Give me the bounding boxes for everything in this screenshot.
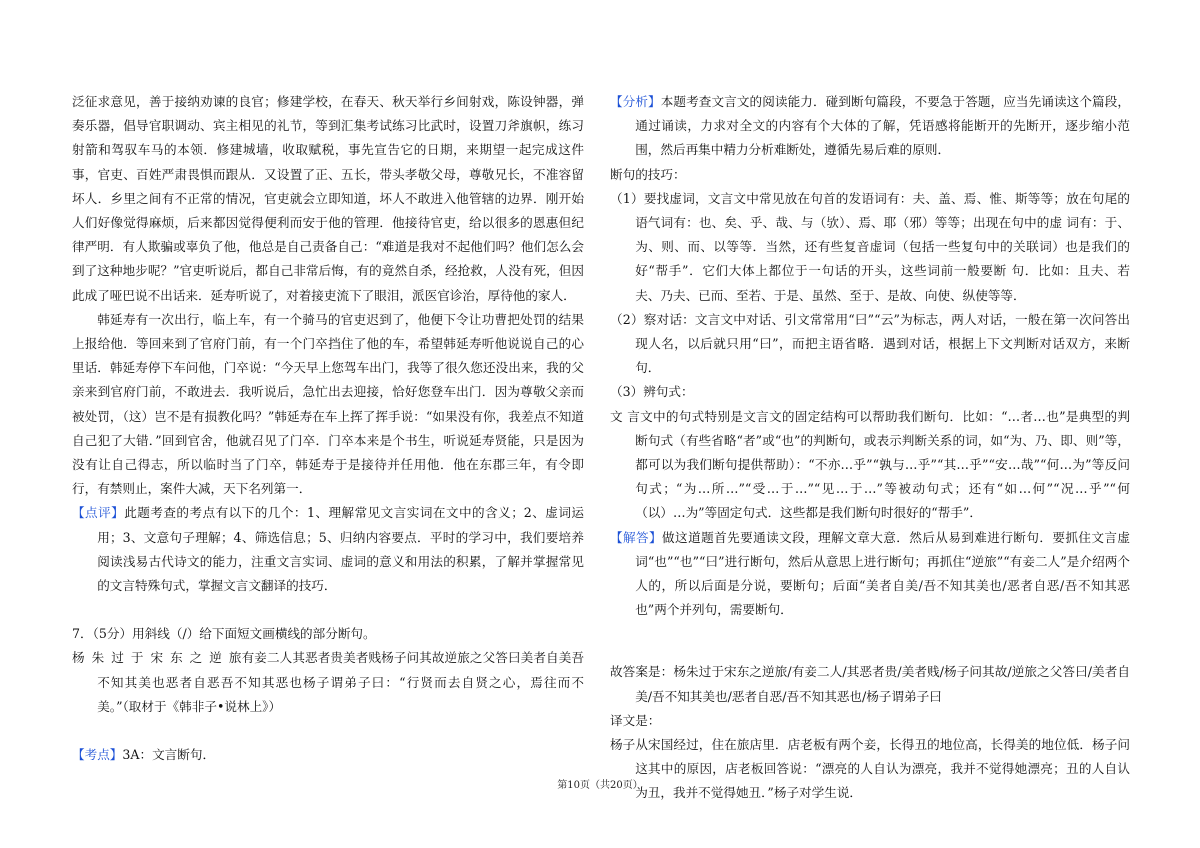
question-7-title: 7．（5分）用斜线（/）给下面短文画横线的部分断句。 xyxy=(72,626,376,642)
dianping-section xyxy=(72,501,584,598)
right-column xyxy=(610,90,1130,806)
spacer xyxy=(72,719,584,743)
fenxi-section xyxy=(610,90,1130,163)
jieda-text: 做这道题首先要通读文段，理解文章大意．然后从易到难进行断句．要抓住文言虚词“也”“也”“曰”进行断句，然后从意思上进行断句；再抓住“逆旅”“有妾二人”是介绍两个人的，所以后面是分说，要断句；后面“美者自美/吾不知其美也/恶者自恶/吾不知其恶也”两个并列句，需要断句． xyxy=(635,529,1131,618)
kaodian-section xyxy=(72,743,584,767)
translation-text: 杨子从宋国经过，住在旅店里．店老板有两个妾，长得丑的地位高，长得美的地位低．杨子问这其中的原因，店老板回答说：“漂亮的人自认为漂亮，我并不觉得她漂亮；丑的人自认为丑，我并不觉得她丑．”杨子对学生说． xyxy=(610,737,1130,801)
spacer xyxy=(610,622,1130,660)
dianping-text: 此题考查的考点有以下的几个：1、理解常见文言实词在文中的含义；2、虚词运用；3、文意句子理解；4、筛选信息；5、归纳内容要点．平时的学习中，我们要培养阅读浅易古代诗文的能力，注重文言实词、虚词的意义和用法的积累，了解并掌握常见的文言特殊句式，掌握文言文翻译的技巧． xyxy=(97,505,585,594)
question-7-passage-rest: 旅有妾二人其恶者贵美者贱杨子问其故逆旅之父答曰美者自美吾不知其美也恶者自恶吾不知其恶也杨子谓弟子曰：“行贤而去自贤之心，焉往而不美。”（取材于《韩非子•说林上》） xyxy=(97,650,584,714)
jieda-tag: 【解答】 xyxy=(610,529,663,545)
question-7-underlined-start: 杨朱过于宋东之逆 xyxy=(72,650,229,666)
question-7-passage xyxy=(72,646,584,719)
translation-heading: 译文是： xyxy=(610,712,661,728)
left-column xyxy=(72,90,584,767)
story-paragraph-1: 泛征求意见，善于接纳劝谏的良官；修建学校，在春天、秋天举行乡间射戏，陈设钟器，弹奏乐器，倡导官职调动、宾主相见的礼节，等到汇集考试练习比武时，设置刀斧旗帜，练习射箭和驾驭车马的本领．修建城墙，收取赋税，事先宣告它的日期，来期望一起完成这件事，官吏、百姓严肃畏惧而跟从．又设置了正、五长，带头孝敬父母，尊敬兄长，不准容留坏人．乡里之间有不正常的情况，官吏就会立即知道，坏人不敢进入他管辖的边界．刚开始人们好像觉得麻烦，后来都因觉得便利而安于他的管理．他接待官吏，给以很多的恩惠但纪律严明．有人欺骗或辜负了他，他总是自己责备自己：“难道是我对不起他们吗？他们怎么会到了这种地步呢？”官吏听说后，都自己非常后悔，有的竟然自杀，经抢救，人没有死，但因此成了哑巴说不出话来．延寿听说了，对着接吏流下了眼泪，派医官诊治，厚待他的家人． xyxy=(72,94,584,303)
tip-2: （2）察对话：文言文中对话、引文常常用“曰”“云”为标志，两人对话，一般在第一次问答出现人名，以后就只用“曰”，而把主语省略．遇到对话，根据上下文判断对话双方，来断句． xyxy=(610,311,1130,376)
tip-3-heading: （3）辨句式： xyxy=(610,384,694,400)
spacer xyxy=(72,598,584,622)
tips-heading: 断句的技巧： xyxy=(610,166,686,182)
fenxi-tag: 【分析】 xyxy=(610,94,661,109)
kaodian-text: 3A：文言断句． xyxy=(122,747,216,763)
jieda-section xyxy=(610,526,1130,623)
kaodian-tag: 【考点】 xyxy=(72,747,123,763)
tip-3-text: 文 言文中的句式特别是文言文的固定结构可以帮助我们断句．比如：“…者…也”是典型的判断句式（有些省略“者”或“也”的判断句，或表示判断关系的词，如“为、乃、即、则”等，都可以为我们断句提供帮助）：“不亦…乎”“孰与…乎”“其…乎”“安…哉”“何…为”等反问句式；“为…所…”“受…于…”“见…于…”等被动句式；还有“如…何”“况…乎”“何（以）…为”等固定句式．这些都是我们断句时很好的“帮手”． xyxy=(610,408,1130,521)
fenxi-text: 本题考查文言文的阅读能力．碰到断句篇段，不要急于答题，应当先诵读这个篇段，通过诵读，力求对全文的内容有个大体的了解，凭语感将能断开的先断开，逐步缩小范围，然后再集中精力分析难断处，遵循先易后难的原则． xyxy=(635,94,1131,158)
answer-text: 故答案是：杨朱过于宋东之逆旅/有妾二人/其恶者贵/美者贱/杨子问其故/逆旅之父答曰/美者自美/吾不知其美也/恶者自恶/吾不知其恶也/杨子谓弟子曰 xyxy=(610,664,1130,704)
dianping-tag: 【点评】 xyxy=(72,505,125,521)
page-number-footer: 第10页（共20页） xyxy=(557,780,643,791)
story-paragraph-2: 韩延寿有一次出行，临上车，有一个骑马的官吏迟到了，他便下令让功曹把处罚的结果上报给他．等回来到了官府门前，有一个门卒挡住了他的车，希望韩延寿听他说说自己的心里话．韩延寿停下车问他，门卒说：“今天早上您驾车出门，我等了很久您还没出来，我的父亲来到官府门前，不敢进去．我听说后，急忙出去迎接，恰好您登车出门．因为尊敬父亲而被处罚，（这）岂不是有损教化吗？”韩延寿在车上挥了挥手说：“如果没有你，我差点不知道自己犯了大错．”回到官舍，他就召见了门卒．门卒本来是个书生，听说延寿贤能，只是因为没有让自己得志，所以临时当了门卒，韩延寿于是接待并任用他．他在东郡三年，有令即行，有禁则止，案件大减，天下名列第一． xyxy=(72,311,584,497)
tip-1: （1）要找虚词，文言文中常见放在句首的发语词有：夫、盖、焉、惟、斯等等；放在句尾的语气词有：也、矣、乎、哉、与（欤）、焉、耶（邪）等等；出现在句中的虚 词有：于、为、则、而、以等等．当然，还有些复音虚词（包括一些复句中的关联词）也是我们的好“帮手”．它们大体上都位于一句话的开头，这些词前一般要断 句．比如：且夫、若夫、乃夫、已而、至若、于是、虽然、至于、是故、向使、纵使等等． xyxy=(610,190,1130,303)
